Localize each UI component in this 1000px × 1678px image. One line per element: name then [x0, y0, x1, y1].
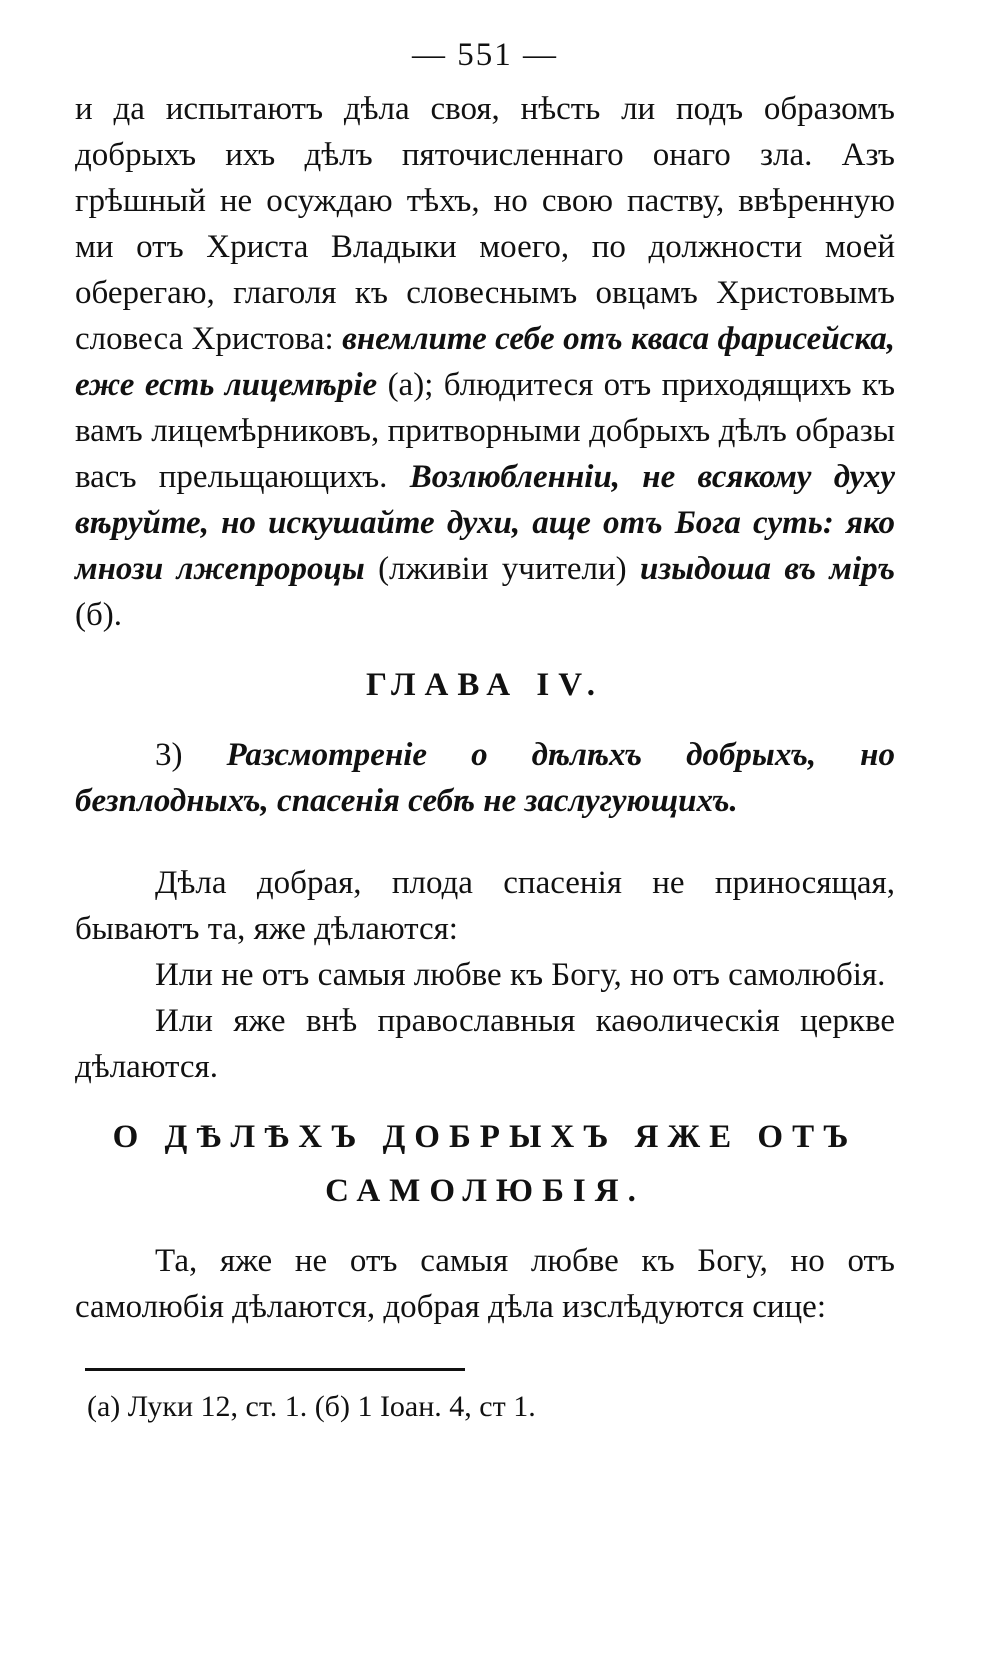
text-run: (а); блюдитеся отъ приходящихъ къ вамъ лицемѣрниковъ, притворными добрыхъ дѣлъ образы васъ прельщающихъ.	[75, 367, 896, 495]
text-run: и да испытаютъ дѣла своя, нѣсть ли подъ образомъ добрыхъ ихъ дѣлъ пяточисленнаго онаго зла. Азъ грѣшный не осуждаю тѣхъ, но свою паству, ввѣренную ми отъ Христа Владыки моего, по должности моей оберегаю, глаголя къ словеснымъ овцамъ Христовымъ словеса Христова:	[75, 91, 895, 357]
page-number: — 551 —	[412, 37, 558, 73]
paragraph: Или не отъ самыя любве къ Богу, но отъ самолюбія.	[155, 957, 886, 993]
subheading-line: САМОЛЮБІЯ.	[325, 1173, 645, 1209]
scripture-quote: внемлите себе отъ кваса фарисейска, еже есть лицемѣріе	[75, 321, 895, 403]
scripture-quote: Возлюбленніи, не всякому духу вѣруйте, но искушайте духи, аще отъ Бога суть: яко мнози лжепророцы	[75, 459, 895, 587]
book-page	[75, 30, 895, 1429]
text-run: (б).	[75, 597, 123, 633]
paragraph: Или яже внѣ православныя каѳолическія церкве дѣлаются.	[75, 1003, 895, 1085]
paragraph: Та, яже не отъ самыя любве къ Богу, но отъ самолюбія дѣлаются, добрая дѣла изслѣдуются сице:	[75, 1243, 895, 1325]
footnotes: (а) Луки 12, ст. 1. (б) 1 Іоан. 4, ст 1.	[87, 1390, 536, 1423]
footnote-divider	[85, 1368, 465, 1371]
subheading-line: О ДѢЛѢХЪ ДОБРЫХЪ ЯЖЕ ОТЪ	[112, 1119, 858, 1155]
text-run: (лживіи учители)	[364, 551, 640, 587]
section-number: 3)	[155, 737, 227, 773]
section-title	[75, 732, 895, 824]
scripture-quote: изыдоша въ міръ	[640, 551, 895, 587]
section-title-text: Разсмотреніе о дѣлѣхъ добрыхъ, но безплодныхъ, спасенія себѣ не заслугующихъ.	[75, 737, 895, 819]
paragraph-continuation	[75, 86, 895, 638]
paragraph: Дѣла добрая, плода спасенія не приносящая, бываютъ та, яже дѣлаются:	[75, 865, 895, 947]
chapter-heading: ГЛАВА IV.	[365, 667, 605, 703]
